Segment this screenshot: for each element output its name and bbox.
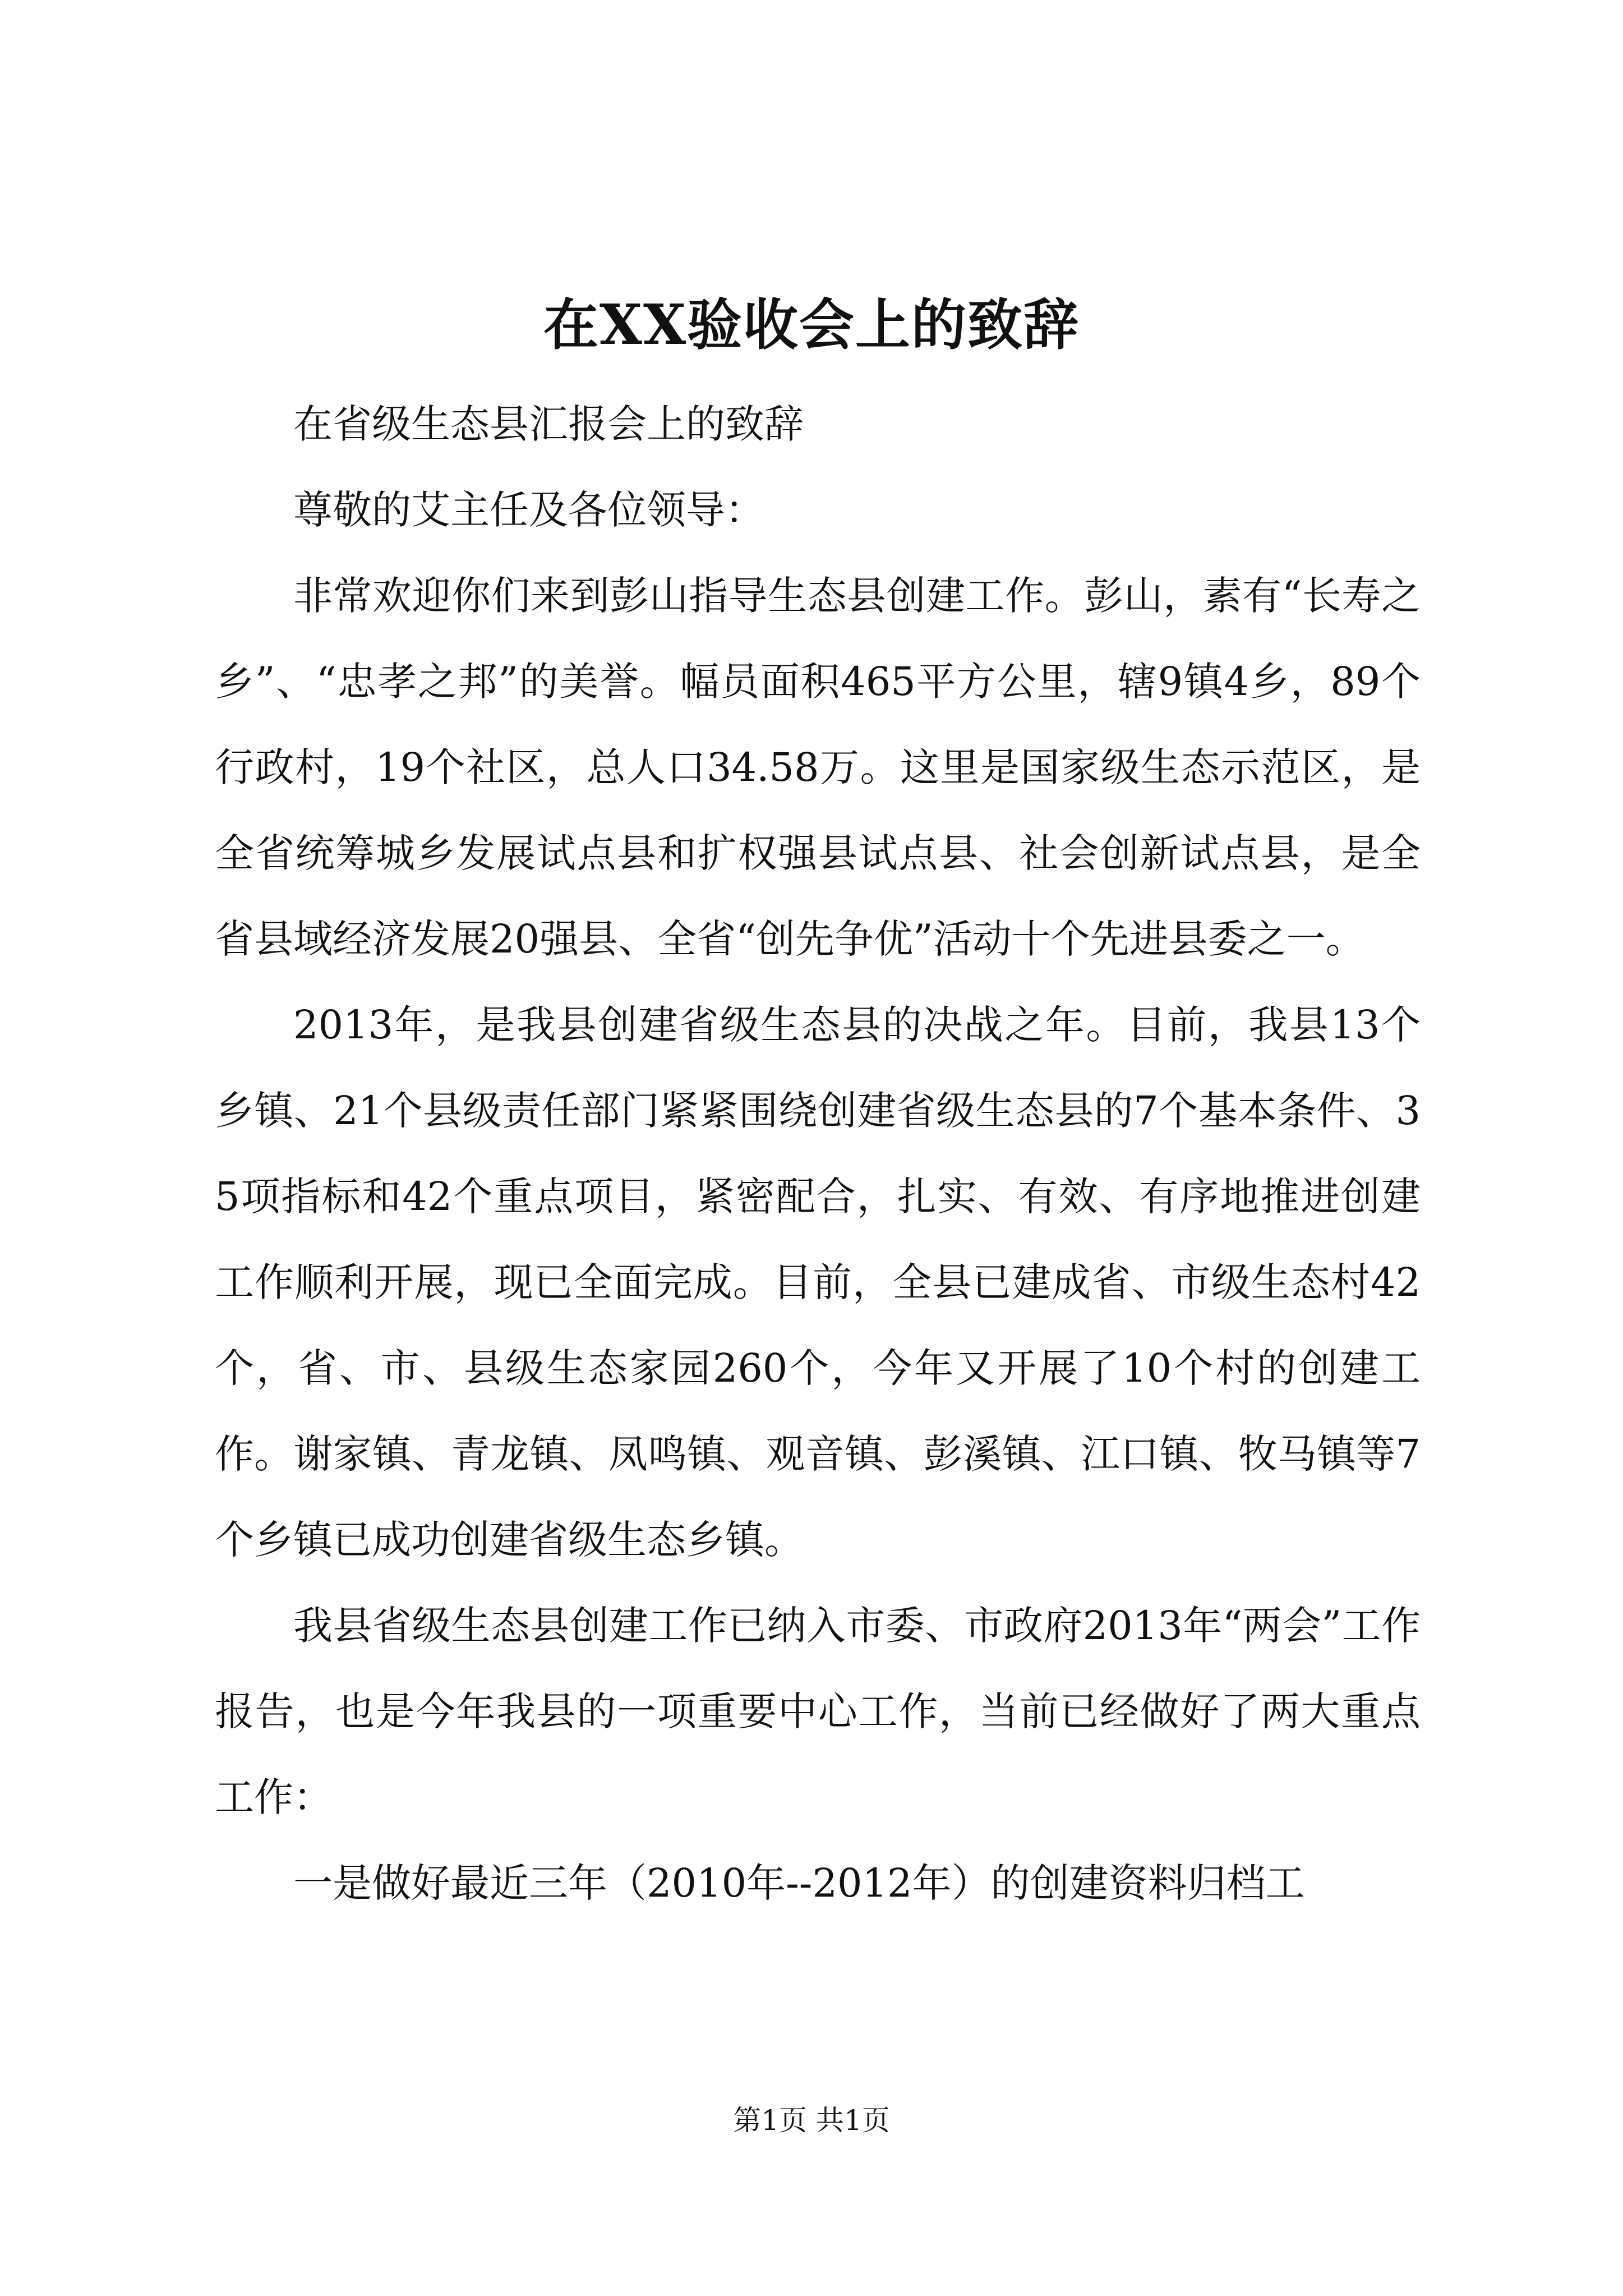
- paragraph-key-work: 我县省级生态县创建工作已纳入市委、市政府2013年“两会”工作报告，也是今年我县的一项重要中心工作，当前已经做好了两大重点工作：: [215, 1603, 1421, 1820]
- paragraph-first-task: 一是做好最近三年（2010年--2012年）的创建资料归档工: [293, 1860, 1305, 1906]
- page-number-footer: 第1页 共1页: [733, 2104, 890, 2137]
- paragraph-salutation: 尊敬的艾主任及各位领导：: [293, 487, 764, 533]
- paragraph-progress: 2013年，是我县创建省级生态县的决战之年。目前，我县13个乡镇、21个县级责任部门紧紧围绕创建省级生态县的7个基本条件、35项指标和42个重点项目，紧密配合，扎实、有效、有序地推进创建工作顺利开展，现已全面完成。目前，全县已建成省、市级生态村42个，省、市、县级生态家园260个，今年又开展了10个村的创建工作。谢家镇、青龙镇、凤鸣镇、观音镇、彭溪镇、江口镇、牧马镇等7个乡镇已成功创建省级生态乡镇。: [215, 1002, 1421, 1563]
- document-body: [215, 381, 1421, 1926]
- document-title: 在XX验收会上的致辞: [543, 293, 1080, 357]
- paragraph-subtitle: 在省级生态县汇报会上的致辞: [293, 401, 804, 447]
- paragraph-introduction: 非常欢迎你们来到彭山指导生态县创建工作。彭山，素有“长寿之乡”、“忠孝之邦”的美誉。幅员面积465平方公里，辖9镇4乡，89个行政村，19个社区，总人口34.58万。这里是国家级生态示范区，是全省统筹城乡发展试点县和扩权强县试点县、社会创新试点县，是全省县域经济发展20强县、全省“创先争优”活动十个先进县委之一。: [215, 573, 1421, 962]
